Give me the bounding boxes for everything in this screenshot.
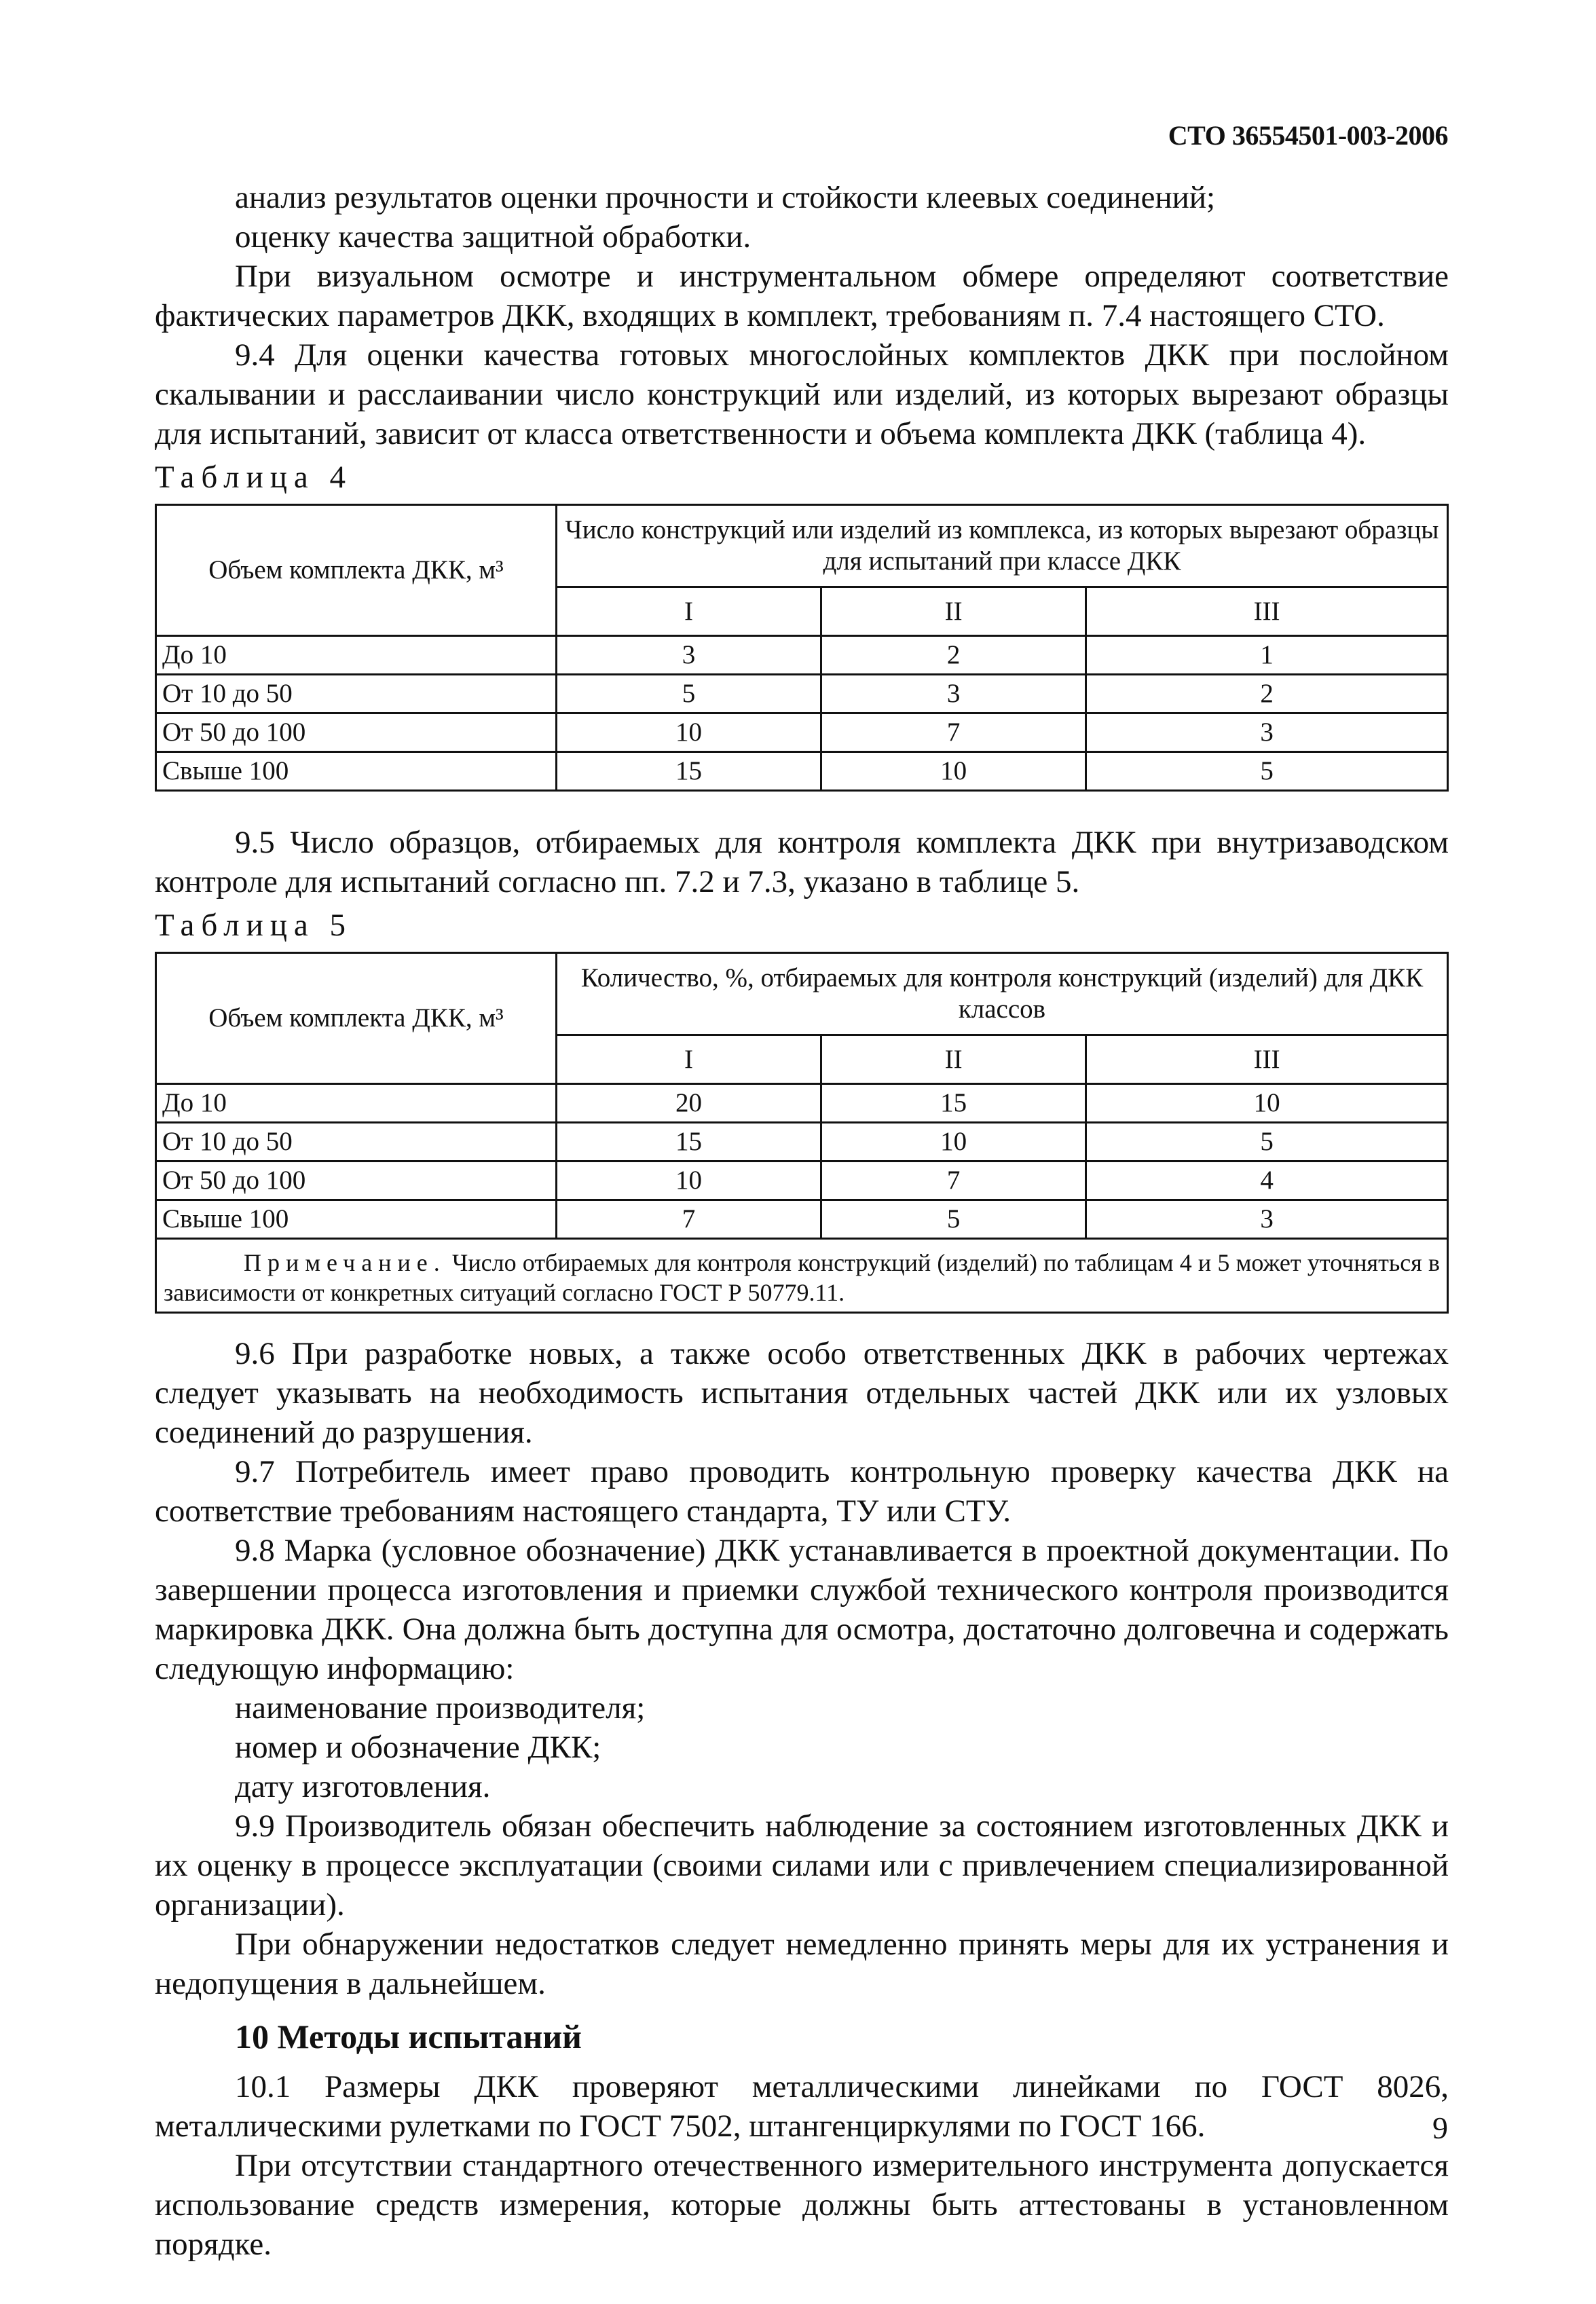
table5-class-ii: II [821, 1035, 1086, 1084]
cell: 7 [821, 1162, 1086, 1200]
cell: 1 [1086, 636, 1448, 675]
table-4 [155, 504, 1449, 792]
section-10-heading: 10 Методы испытаний [235, 2018, 582, 2056]
note-text: Число отбираемых для контроля конструкций (изделий) по таблицам 4 и 5 может уточняться в зависимости от конкретных ситуаций согласно ГОСТ Р 50779.11. [164, 1249, 1441, 1306]
cell: 4 [1086, 1162, 1448, 1200]
paragraph-9-4: 9.4 Для оценки качества готовых многослойных комплектов ДКК при послойном скалывании и расслаивании число конструкций или изделий, из которых вырезают образцы для испытаний, зависит от класса ответственности и объема комплекта ДКК (таблица 4). [155, 337, 1449, 451]
cell: 7 [556, 1200, 821, 1239]
table-row [156, 1123, 1448, 1162]
list-item: наименование производителя; [235, 1690, 646, 1726]
table4-col-group: Число конструкций или изделий из комплекса, из которых вырезают образцы для испытаний при классе ДКК [556, 505, 1447, 587]
cell: 5 [1086, 752, 1448, 791]
cell: 5 [821, 1200, 1086, 1239]
cell: 5 [556, 675, 821, 713]
cell: 10 [821, 752, 1086, 791]
row-label: От 50 до 100 [156, 713, 557, 752]
table4-class-iii: III [1086, 587, 1448, 636]
row-label: Свыше 100 [156, 1200, 557, 1239]
table4-col-volume: Объем комплекта ДКК, м³ [156, 505, 557, 636]
table5-class-iii: III [1086, 1035, 1448, 1084]
cell: 3 [821, 675, 1086, 713]
table-row [156, 675, 1448, 713]
cell: 2 [821, 636, 1086, 675]
row-label: До 10 [156, 636, 557, 675]
table-row [156, 1162, 1448, 1200]
paragraph-defects: При обнаружении недостатков следует немедленно принять меры для их устранения и недопущения в дальнейшем. [155, 1927, 1449, 2001]
table4-caption: Таблица 4 [155, 460, 353, 495]
cell: 15 [556, 752, 821, 791]
cell: 3 [1086, 713, 1448, 752]
cell: 10 [821, 1123, 1086, 1162]
table4-class-ii: II [821, 587, 1086, 636]
table4-class-i: I [556, 587, 821, 636]
paragraph-9-5: 9.5 Число образцов, отбираемых для контроля комплекта ДКК при внутризаводском контроле для испытаний согласно пп. 7.2 и 7.3, указано в таблице 5. [155, 825, 1449, 899]
paragraph-9-8: 9.8 Марка (условное обозначение) ДКК устанавливается в проектной документации. По завершении процесса изготовления и приемки службой технического контроля производится маркировка ДКК. Она должна быть доступна для осмотра, достаточно долговечна и содержать следующую информацию: [155, 1533, 1449, 1686]
row-label: От 50 до 100 [156, 1162, 557, 1200]
paragraph-9-7: 9.7 Потребитель имеет право проводить контрольную проверку качества ДКК на соответствие требованиям настоящего стандарта, ТУ или СТУ. [155, 1454, 1449, 1529]
table5-class-i: I [556, 1035, 821, 1084]
table-row [156, 1200, 1448, 1239]
note-label: Примечание. [244, 1249, 446, 1276]
paragraph-9-6: 9.6 При разработке новых, а также особо ответственных ДКК в рабочих чертежах следует указывать на необходимость испытания отдельных частей ДКК или их узловых соединений до разрушения. [155, 1336, 1449, 1450]
cell: 20 [556, 1084, 821, 1123]
intro-line: анализ результатов оценки прочности и стойкости клеевых соединений; [235, 180, 1216, 215]
cell: 2 [1086, 675, 1448, 713]
table5-col-group: Количество, %, отбираемых для контроля конструкций (изделий) для ДКК классов [556, 953, 1447, 1035]
list-item: дату изготовления. [235, 1769, 491, 1804]
paragraph-instruments: При отсутствии стандартного отечественного измерительного инструмента допускается использование средств измерения, которые должны быть аттестованы в установленном порядке. [155, 2148, 1449, 2262]
paragraph-10-1: 10.1 Размеры ДКК проверяют металлическими линейками по ГОСТ 8026, металлическими рулетками по ГОСТ 7502, штангенциркулями по ГОСТ 166. [155, 2069, 1449, 2144]
intro-line: оценку качества защитной обработки. [235, 219, 751, 255]
intro-paragraph: При визуальном осмотре и инструментальном обмере определяют соответствие фактических параметров ДКК, входящих в комплект, требованиям п. 7.4 настоящего СТО. [155, 259, 1449, 333]
list-item: номер и обозначение ДКК; [235, 1730, 601, 1765]
row-label: От 10 до 50 [156, 675, 557, 713]
table-5 [155, 952, 1449, 1314]
page-number: 9 [1432, 2111, 1448, 2145]
table5-col-volume: Объем комплекта ДКК, м³ [156, 953, 557, 1084]
row-label: Свыше 100 [156, 752, 557, 791]
table-row [156, 636, 1448, 675]
paragraph-9-9: 9.9 Производитель обязан обеспечить наблюдение за состоянием изготовленных ДКК и их оценку в процессе эксплуатации (своими силами или с привлечением специализированной организации). [155, 1808, 1449, 1922]
cell: 10 [1086, 1084, 1448, 1123]
table-row [156, 752, 1448, 791]
cell: 15 [556, 1123, 821, 1162]
table5-caption: Таблица 5 [155, 908, 353, 943]
cell: 7 [821, 713, 1086, 752]
page-content [155, 178, 1449, 2264]
cell: 10 [556, 1162, 821, 1200]
cell: 3 [556, 636, 821, 675]
table-row [156, 713, 1448, 752]
row-label: От 10 до 50 [156, 1123, 557, 1162]
row-label: До 10 [156, 1084, 557, 1123]
table-row [156, 1084, 1448, 1123]
cell: 10 [556, 713, 821, 752]
document-code: СТО 36554501-003-2006 [1168, 120, 1448, 151]
table5-note [156, 1239, 1448, 1313]
cell: 15 [821, 1084, 1086, 1123]
cell: 3 [1086, 1200, 1448, 1239]
cell: 5 [1086, 1123, 1448, 1162]
